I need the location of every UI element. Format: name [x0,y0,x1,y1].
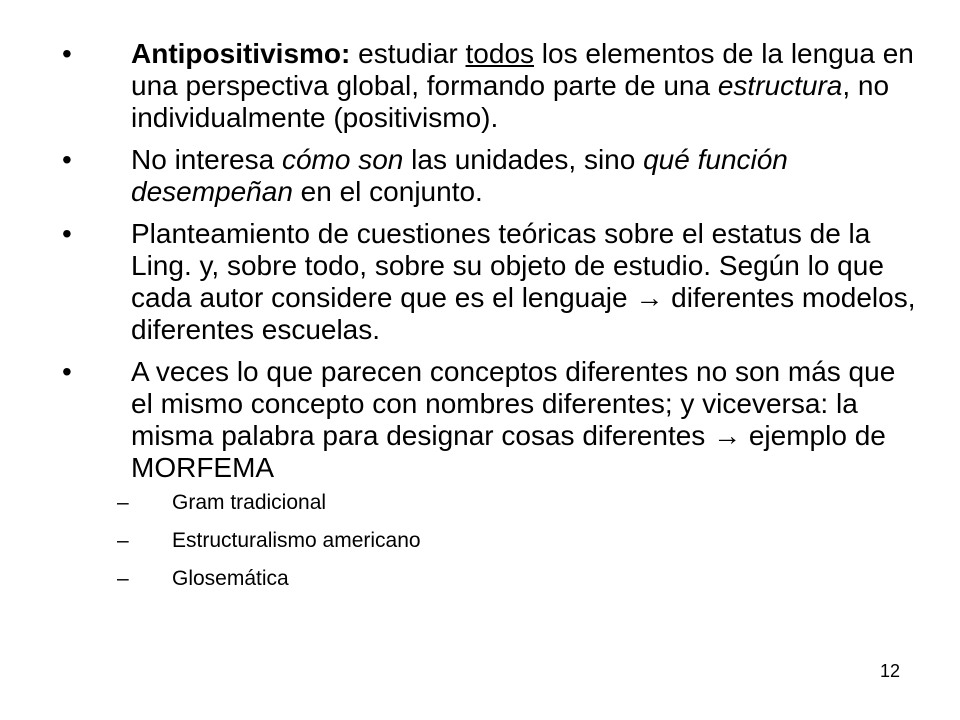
bullet-marker: • [62,356,72,387]
sub-item-text: Estructuralismo americano [172,529,421,552]
sub-list [117,490,918,592]
bullet-marker: • [62,218,72,249]
sub-marker: – [117,567,129,590]
bullet-italic-phrase: qué función desempeñan [131,144,788,207]
bullet-italic-phrase: cómo son [281,144,404,175]
sub-item-estructuralismo [117,528,918,554]
bullet-list [58,38,918,604]
bullet-text: A veces lo que parecen conceptos diferentes no son más que el mismo concepto con nombres diferentes; y viceversa: la misma palabra para designar cosas diferentes → ejemplo de MORFEMA [131,356,896,483]
bullet-marker: • [62,38,72,69]
page-number: 12 [879,661,900,681]
bullet-text: Planteamiento de cuestiones teóricas sobre el estatus de la Ling. y, sobre todo, sobre su objeto de estudio. Según lo que cada autor considere que es el lenguaje → diferentes modelos, diferentes escuelas. [131,218,916,345]
sub-item-text: Gram tradicional [172,491,327,514]
bullet-text: , no individualmente (positivismo). [131,70,890,133]
bullet-text: No interesa [131,144,282,175]
bullet-text: estudiar [350,38,466,69]
bullet-text: los elementos de la lengua en una perspectiva global, formando parte de una [131,38,914,101]
bullet-italic-word: estructura [717,70,843,101]
bullet-como-son [58,144,918,208]
sub-marker: – [117,491,129,514]
sub-item-text: Glosemática [172,567,289,590]
sub-item-glosematica [117,566,918,592]
bullet-marker: • [62,144,72,175]
bullet-text: en el conjunto. [292,176,483,207]
bullet-a-veces [58,356,918,592]
bullet-underlined-word: todos [465,38,535,69]
sub-marker: – [117,529,129,552]
bullet-planteamiento [58,218,918,346]
bullet-term: Antipositivismo: [131,38,351,69]
bullet-antipositivismo [58,38,918,134]
sub-item-gram-tradicional [117,490,918,516]
bullet-text: las unidades, sino [403,144,644,175]
